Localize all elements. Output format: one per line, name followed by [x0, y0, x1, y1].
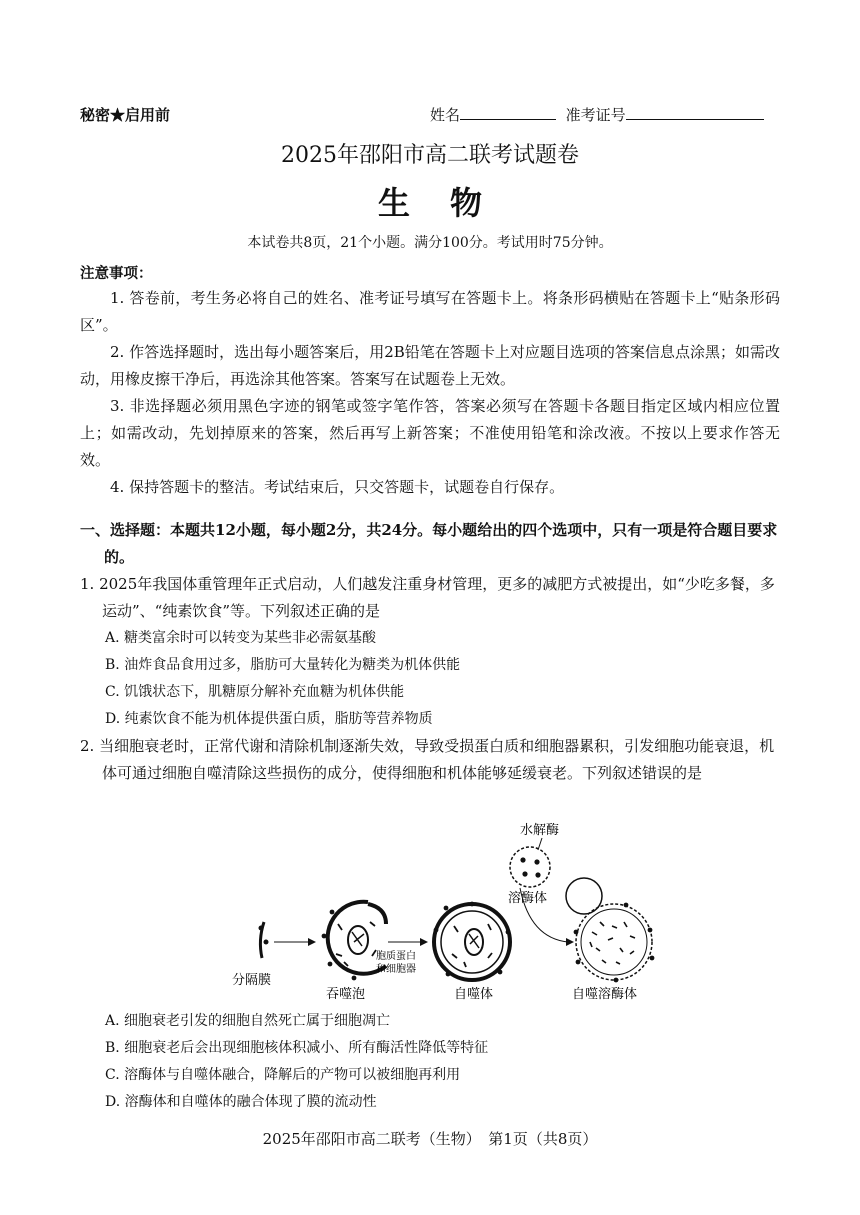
name-blank	[460, 104, 556, 120]
id-blank	[626, 104, 764, 120]
exam-title: 2025年邵阳市高二联考试题卷	[281, 143, 579, 168]
notice-item-2: 2. 作答选择题时，选出每小题答案后，用2B铅笔在答题卡上对应题目选项的答案信息点涂黑；如需改动，用橡皮擦干净后，再选涂其他答案。答案写在试题卷上无效。	[80, 343, 780, 388]
section-heading: 一、选择题：本题共12小题，每小题2分，共24分。每小题给出的四个选项中，只有一项是符合题目要求的。	[80, 521, 778, 566]
q2-option-a: A. 细胞衰老引发的细胞自然死亡属于细胞凋亡	[105, 1013, 391, 1029]
lysosome-shape	[510, 847, 550, 887]
membrane-label: 分隔膜	[232, 973, 272, 988]
q2-option-b: B. 细胞衰老后会出现细胞核体积减小、所有酶活性降低等特征	[105, 1040, 489, 1056]
autophagy-diagram	[220, 812, 660, 1012]
q1-option-b: B. 油炸食品食用过多，脂肪可大量转化为糖类为机体供能	[105, 657, 461, 673]
confidential-label: 秘密★启用前	[80, 106, 171, 124]
hydrolase-label: 水解酶	[520, 823, 560, 838]
q1-option-a: A. 糖类富余时可以转变为某些非必需氨基酸	[105, 630, 377, 646]
autophagosome-label: 自噬体	[454, 987, 494, 1002]
notice-item-4: 4. 保持答题卡的整洁。考试结束后，只交答题卡，试题卷自行保存。	[110, 478, 565, 496]
question-1-stem: 1. 2025年我国体重管理年正式启动，人们越发注重身材管理，更多的减肥方式被提出，如“少吃多餐，多运动”、“纯素饮食”等。下列叙述正确的是	[80, 575, 775, 620]
notice-item-3: 3. 非选择题必须用黑色字迹的钢笔或签字笔作答，答案必须写在答题卡各题目指定区域内相应位置上；如需改动，先划掉原来的答案，然后再写上新答案；不准使用铅笔和涂改液。不按以上要求作答无效。	[80, 397, 780, 469]
autolysosome-label: 自噬溶酶体	[572, 987, 638, 1002]
cargo-label-1: 胞质蛋白	[376, 951, 416, 962]
phagophore-label: 吞噬泡	[326, 987, 366, 1002]
candidate-info-line	[430, 104, 764, 125]
subject-title: 生物	[377, 184, 522, 222]
q1-option-c: C. 饥饿状态下，肌糖原分解补充血糖为机体供能	[105, 684, 405, 700]
q2-option-c: C. 溶酶体与自噬体融合，降解后的产物可以被细胞再利用	[105, 1067, 461, 1083]
exam-meta: 本试卷共8页，21个小题。满分100分。考试用时75分钟。	[247, 235, 613, 251]
page-footer: 2025年邵阳市高二联考（生物） 第1页（共8页）	[262, 1130, 598, 1148]
lysosome-label: 溶酶体	[508, 891, 548, 906]
notice-item-1: 1. 答卷前，考生务必将自己的姓名、准考证号填写在答题卡上。将条形码横贴在答题卡上“贴条形码区”。	[80, 289, 780, 334]
notice-heading: 注意事项：	[80, 265, 153, 282]
q2-option-d: D. 溶酶体和自噬体的融合体现了膜的流动性	[105, 1094, 377, 1110]
q1-option-d: D. 纯素饮食不能为机体提供蛋白质，脂肪等营养物质	[105, 711, 433, 727]
id-label: 准考证号	[565, 106, 626, 124]
question-2-stem: 2. 当细胞衰老时，正常代谢和清除机制逐渐失效，导致受损蛋白质和细胞器累积，引发细胞功能衰退，机体可通过细胞自噬清除这些损伤的成分，使得细胞和机体能够延缓衰老。下列叙述错误的是	[80, 737, 775, 782]
cargo-label-2: 和细胞器	[376, 964, 416, 975]
name-label: 姓名	[430, 106, 461, 124]
autolysosome-shape	[576, 904, 652, 980]
